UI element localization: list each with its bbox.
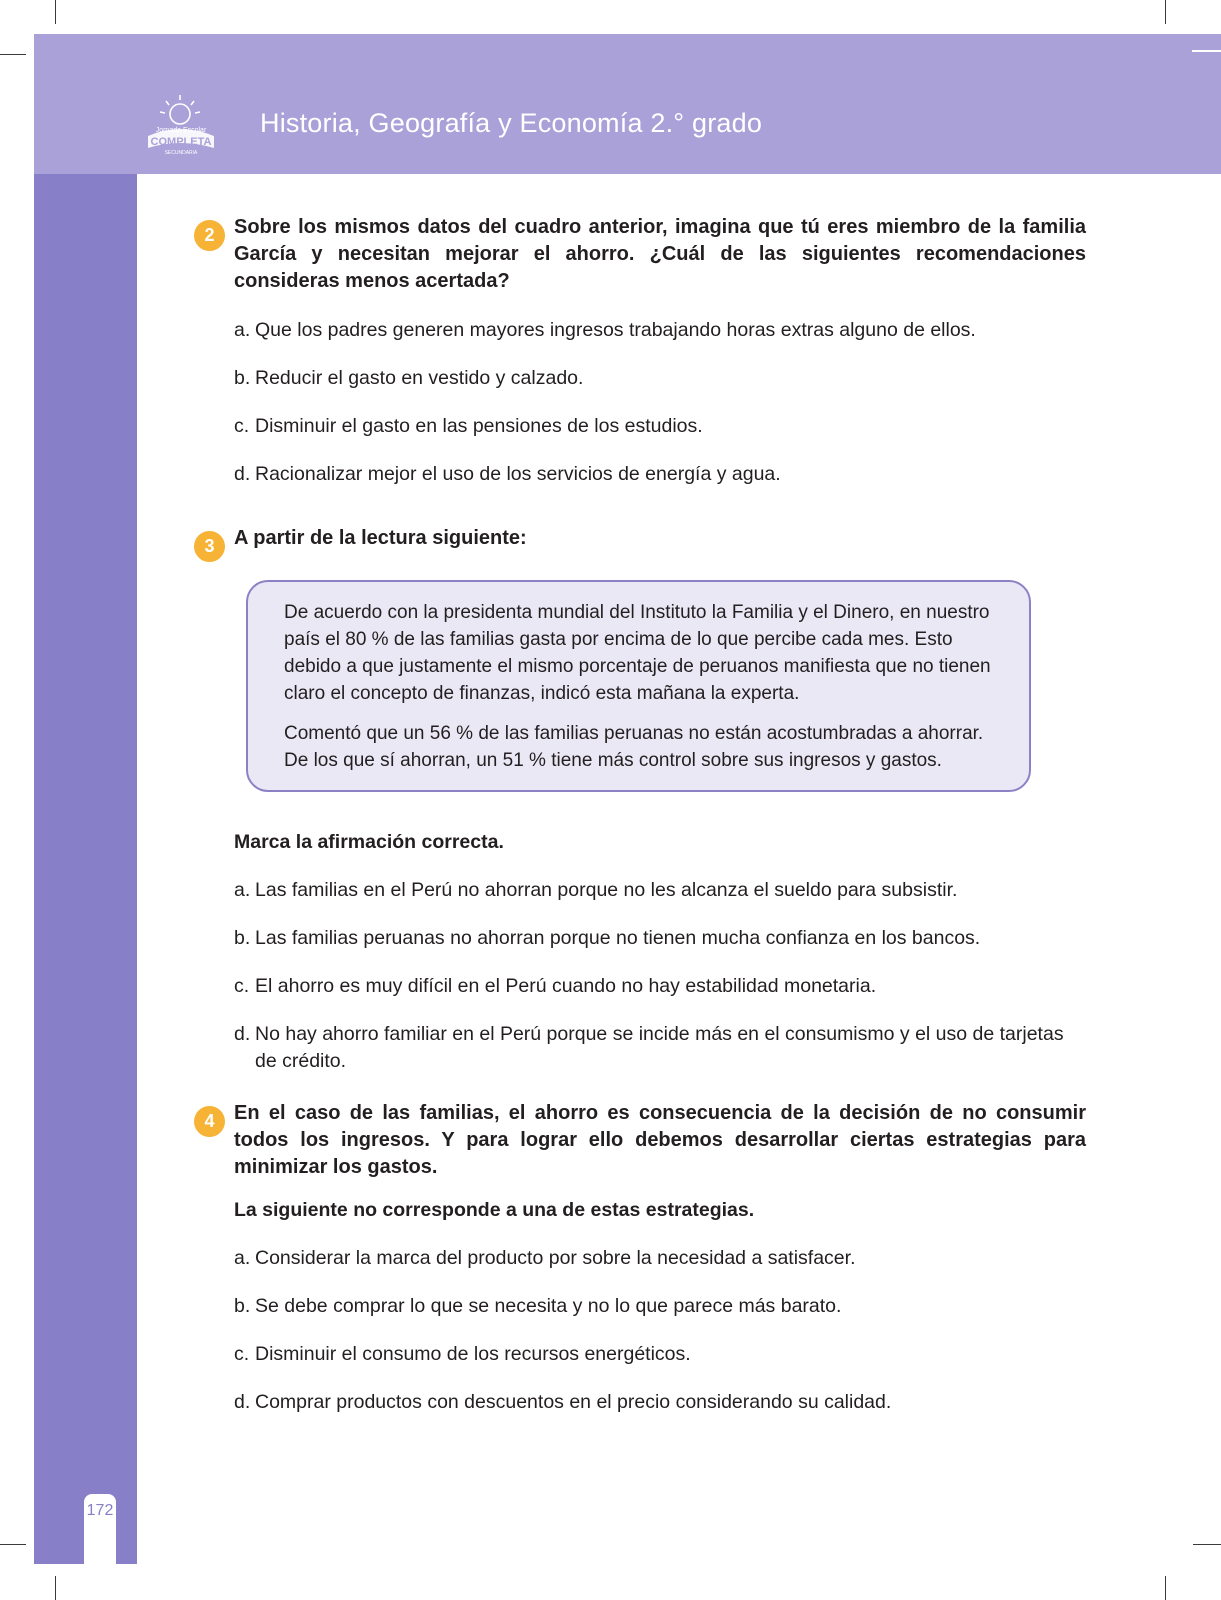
option-c[interactable] — [234, 973, 1086, 1000]
option-d[interactable] — [234, 1389, 1086, 1416]
page-header-title: Historia, Geografía y Economía 2.° grado — [260, 108, 763, 138]
svg-text:COMPLETA: COMPLETA — [150, 136, 212, 148]
option-c[interactable] — [234, 1341, 1086, 1368]
option-letter: a. — [234, 879, 251, 901]
option-text: Racionalizar mejor el uso de los servicios de energía y agua. — [255, 463, 781, 485]
crop-mark — [1165, 0, 1166, 24]
option-c[interactable] — [234, 413, 1086, 440]
option-text: Que los padres generen mayores ingresos trabajando horas extras alguno de ellos. — [255, 319, 976, 341]
jornada-escolar-logo — [142, 92, 220, 156]
question-number-badge: 2 — [194, 220, 225, 251]
reading-paragraph: De acuerdo con la presidenta mundial del Instituto la Familia y el Dinero, en nuestro país el 80 % de las familias gasta por encima de lo que percibe cada mes. Esto debido a que justamente el mismo porcentaje de peruanos manifiesta que no tienen claro el concepto de finanzas, indicó esta mañana la experta. — [284, 602, 991, 704]
option-letter: b. — [234, 1295, 251, 1317]
option-text: Considerar la marca del producto por sobre la necesidad a satisfacer. — [255, 1247, 856, 1269]
option-text: Disminuir el gasto en las pensiones de los estudios. — [255, 415, 703, 437]
page-number: 172 — [86, 1502, 114, 1519]
option-b[interactable] — [234, 1293, 1086, 1320]
option-text: Reducir el gasto en vestido y calzado. — [255, 367, 584, 389]
left-sidebar-band — [34, 174, 137, 1564]
option-letter: b. — [234, 927, 251, 949]
option-letter: d. — [234, 1023, 251, 1045]
svg-text:Jornada Escolar: Jornada Escolar — [155, 127, 207, 134]
question-number-badge: 4 — [194, 1106, 225, 1137]
instruction-text: La siguiente no corresponde a una de estas estrategias. — [234, 1199, 755, 1221]
option-text: No hay ahorro familiar en el Perú porque se incide más en el consumismo y el uso de tarjetas de crédito. — [255, 1023, 1064, 1072]
option-letter: a. — [234, 1247, 251, 1269]
option-text: Las familias peruanas no ahorran porque no tienen mucha confianza en los bancos. — [255, 927, 981, 949]
option-text: El ahorro es muy difícil en el Perú cuando no hay estabilidad monetaria. — [255, 975, 877, 997]
question-3 — [204, 525, 1086, 1075]
question-text: Sobre los mismos datos del cuadro anterior, imagina que tú eres miembro de la familia García y necesitan mejorar el ahorro. ¿Cuál de las siguientes recomendaciones consideras menos acertada? — [234, 216, 1086, 292]
option-text: Disminuir el consumo de los recursos energéticos. — [255, 1343, 691, 1365]
question-number-badge: 3 — [194, 531, 225, 562]
option-d[interactable] — [234, 461, 1086, 488]
reading-box — [246, 580, 1031, 792]
option-text: Se debe comprar lo que se necesita y no lo que parece más barato. — [255, 1295, 842, 1317]
crop-mark — [1165, 1576, 1166, 1600]
main-content — [204, 214, 1086, 1416]
crop-mark — [1193, 1544, 1221, 1545]
option-a[interactable] — [234, 317, 1086, 344]
option-letter: c. — [234, 975, 250, 997]
crop-mark — [0, 1544, 26, 1545]
option-text: Comprar productos con descuentos en el precio considerando su calidad. — [255, 1391, 892, 1413]
crop-mark — [0, 54, 26, 55]
question-4 — [204, 1100, 1086, 1416]
option-d[interactable] — [234, 1021, 1086, 1075]
header-divider — [1192, 50, 1221, 52]
option-letter: b. — [234, 367, 251, 389]
option-a[interactable] — [234, 877, 1086, 904]
question-2 — [204, 214, 1086, 488]
option-letter: a. — [234, 319, 251, 341]
option-b[interactable] — [234, 925, 1086, 952]
svg-text:SECUNDARIA: SECUNDARIA — [164, 150, 198, 156]
option-b[interactable] — [234, 365, 1086, 392]
option-letter: c. — [234, 415, 250, 437]
reading-paragraph: Comentó que un 56 % de las familias peruanas no están acostumbradas a ahorrar. De los que sí ahorran, un 51 % tiene más control sobre sus ingresos y gastos. — [284, 723, 984, 771]
question-text: En el caso de las familias, el ahorro es consecuencia de la decisión de no consumir todos los ingresos. Y para lograr ello debemos desarrollar ciertas estrategias para minimizar los gastos. — [234, 1102, 1086, 1178]
option-a[interactable] — [234, 1245, 1086, 1272]
question-text: A partir de la lectura siguiente: — [234, 527, 527, 549]
option-letter: d. — [234, 1391, 251, 1413]
crop-mark — [55, 0, 56, 24]
option-text: Las familias en el Perú no ahorran porque no les alcanza el sueldo para subsistir. — [255, 879, 958, 901]
option-letter: c. — [234, 1343, 250, 1365]
option-letter: d. — [234, 463, 251, 485]
crop-mark — [55, 1576, 56, 1600]
instruction-text: Marca la afirmación correcta. — [234, 831, 504, 853]
